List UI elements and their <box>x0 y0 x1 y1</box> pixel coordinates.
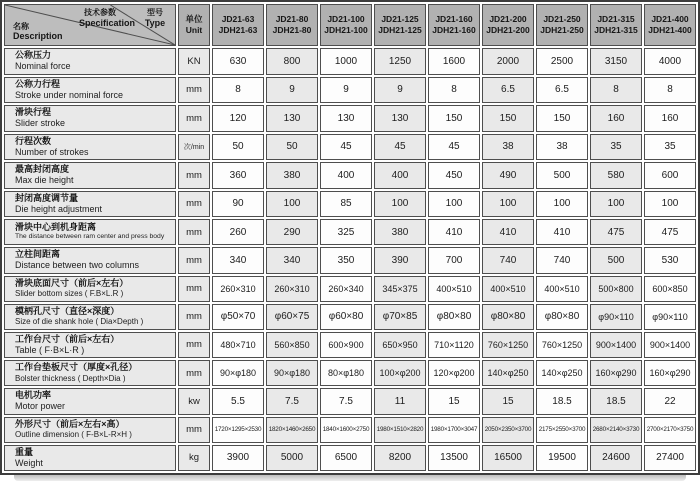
value-cell: 45 <box>320 134 372 161</box>
value-cell: 150 <box>428 105 480 132</box>
spec-row <box>4 191 696 218</box>
corner-spec-zh: 技术参数 <box>84 8 116 17</box>
header-unit-zh: 单位 <box>185 13 203 24</box>
value-cell: 90 <box>212 191 264 218</box>
value-cell: 35 <box>644 134 696 161</box>
value-cell: 630 <box>212 48 264 75</box>
value-cell: 2500 <box>536 48 588 75</box>
value-cell: 560×850 <box>266 332 318 359</box>
row-unit-cell: KN <box>178 48 210 75</box>
value-cell: 2175×2550×3700 <box>536 417 588 443</box>
value-cell: 90×φ180 <box>212 360 264 386</box>
value-cell: 160×φ290 <box>644 360 696 386</box>
value-cell: 9 <box>320 77 372 104</box>
spec-row <box>4 105 696 132</box>
value-cell: 160 <box>590 105 642 132</box>
value-cell: 3900 <box>212 445 264 472</box>
row-label-cell: 最高封闭高度 Max die height <box>4 162 176 189</box>
value-cell: 7.5 <box>320 388 372 415</box>
spec-row <box>4 247 696 274</box>
value-cell: 140×φ250 <box>482 360 534 386</box>
value-cell: 50 <box>212 134 264 161</box>
value-cell: 6.5 <box>482 77 534 104</box>
value-cell: 260×310 <box>266 276 318 302</box>
value-cell: 11 <box>374 388 426 415</box>
value-cell: 1600 <box>428 48 480 75</box>
value-cell: 580 <box>590 162 642 189</box>
row-label-cell: 外形尺寸（前后×左右×高） Outline dimension ( F-B×L-R×H ) <box>4 417 176 443</box>
spec-row <box>4 48 696 75</box>
value-cell: 400×510 <box>536 276 588 302</box>
value-cell: 2050×2350×3700 <box>482 417 534 443</box>
value-cell: 13500 <box>428 445 480 472</box>
value-cell: 530 <box>644 247 696 274</box>
value-cell: 500×800 <box>590 276 642 302</box>
value-cell: 9 <box>374 77 426 104</box>
value-cell: 22 <box>644 388 696 415</box>
row-label-cell: 工作台垫板尺寸（厚度×孔径） Bolster thickness ( Depth×Dia ) <box>4 360 176 386</box>
value-cell: 9 <box>266 77 318 104</box>
row-label-cell: 模柄孔尺寸（直径×深度） Size of die shank hole ( Dia×Depth ) <box>4 304 176 330</box>
value-cell: 900×1400 <box>644 332 696 359</box>
value-cell: 90×φ180 <box>266 360 318 386</box>
value-cell: 100×φ200 <box>374 360 426 386</box>
value-cell: 740 <box>536 247 588 274</box>
value-cell: 400 <box>374 162 426 189</box>
value-cell: 120×φ200 <box>428 360 480 386</box>
value-cell: 360 <box>212 162 264 189</box>
value-cell: 410 <box>536 219 588 245</box>
value-cell: 100 <box>644 191 696 218</box>
spec-row <box>4 417 696 443</box>
corner-type-zh: 型号 <box>147 8 163 17</box>
value-cell: φ80×80 <box>536 304 588 330</box>
header-model-jd21-80: JD21-80 JDH21-80 <box>266 4 318 46</box>
spec-row <box>4 332 696 359</box>
spec-row <box>4 304 696 330</box>
value-cell: 38 <box>536 134 588 161</box>
value-cell: φ50×70 <box>212 304 264 330</box>
spec-row <box>4 388 696 415</box>
value-cell: 400×510 <box>428 276 480 302</box>
value-cell: 80×φ180 <box>320 360 372 386</box>
row-label-cell: 滑块底面尺寸（前后×左右） Slider bottom sizes ( F.B×L.R ) <box>4 276 176 302</box>
row-unit-cell: 次/min <box>178 134 210 161</box>
value-cell: 1980×1510×2820 <box>374 417 426 443</box>
spec-row <box>4 360 696 386</box>
row-label-cell: 行程次数 Number of strokes <box>4 134 176 161</box>
header-model-jd21-250: JD21-250 JDH21-250 <box>536 4 588 46</box>
value-cell: φ90×110 <box>644 304 696 330</box>
value-cell: φ60×80 <box>320 304 372 330</box>
value-cell: 2700×2170×3750 <box>644 417 696 443</box>
value-cell: 760×1250 <box>482 332 534 359</box>
corner-name-en: Description <box>13 31 63 42</box>
header-corner-cell <box>4 4 176 46</box>
value-cell: 24600 <box>590 445 642 472</box>
value-cell: 340 <box>266 247 318 274</box>
value-cell: 800 <box>266 48 318 75</box>
spec-row <box>4 134 696 161</box>
corner-type-en: Type <box>144 17 166 28</box>
value-cell: 50 <box>266 134 318 161</box>
spec-row <box>4 276 696 302</box>
header-model-jd21-125: JD21-125 JDH21-125 <box>374 4 426 46</box>
value-cell: 380 <box>374 219 426 245</box>
value-cell: 1820×1460×2650 <box>266 417 318 443</box>
value-cell: 260×310 <box>212 276 264 302</box>
row-unit-cell: mm <box>178 247 210 274</box>
header-model-jd21-63: JD21-63 JDH21-63 <box>212 4 264 46</box>
corner-type-label <box>131 8 176 28</box>
value-cell: 2000 <box>482 48 534 75</box>
value-cell: 700 <box>428 247 480 274</box>
row-unit-cell: mm <box>178 360 210 386</box>
value-cell: φ90×110 <box>590 304 642 330</box>
row-label-cell: 滑块中心到机身距离 The distance between ram center and press body <box>4 219 176 245</box>
value-cell: 390 <box>374 247 426 274</box>
value-cell: 345×375 <box>374 276 426 302</box>
value-cell: 475 <box>644 219 696 245</box>
value-cell: 130 <box>266 105 318 132</box>
spec-row <box>4 219 696 245</box>
page-bottom-shadow <box>14 475 686 481</box>
value-cell: 480×710 <box>212 332 264 359</box>
value-cell: 6500 <box>320 445 372 472</box>
row-unit-cell: kg <box>178 445 210 472</box>
spec-row <box>4 445 696 472</box>
row-unit-cell: mm <box>178 417 210 443</box>
value-cell: 710×1120 <box>428 332 480 359</box>
row-label-cell: 立柱间距离 Distance between two columns <box>4 247 176 274</box>
value-cell: 650×950 <box>374 332 426 359</box>
spec-row <box>4 162 696 189</box>
header-model-jd21-400: JD21-400 JDH21-400 <box>644 4 696 46</box>
value-cell: 500 <box>590 247 642 274</box>
value-cell: 475 <box>590 219 642 245</box>
value-cell: 600 <box>644 162 696 189</box>
value-cell: 8 <box>212 77 264 104</box>
value-cell: 380 <box>266 162 318 189</box>
row-unit-cell: mm <box>178 304 210 330</box>
row-unit-cell: kw <box>178 388 210 415</box>
value-cell: 100 <box>374 191 426 218</box>
header-model-jd21-315: JD21-315 JDH21-315 <box>590 4 642 46</box>
row-label-cell: 重量 Weight <box>4 445 176 472</box>
row-unit-cell: mm <box>178 332 210 359</box>
value-cell: 100 <box>536 191 588 218</box>
value-cell: 900×1400 <box>590 332 642 359</box>
value-cell: 27400 <box>644 445 696 472</box>
value-cell: 7.5 <box>266 388 318 415</box>
value-cell: φ80×80 <box>482 304 534 330</box>
corner-spec-en: Specification <box>78 17 135 28</box>
value-cell: 8200 <box>374 445 426 472</box>
value-cell: 490 <box>482 162 534 189</box>
value-cell: 1250 <box>374 48 426 75</box>
value-cell: 8 <box>428 77 480 104</box>
value-cell: 38 <box>482 134 534 161</box>
value-cell: 18.5 <box>590 388 642 415</box>
value-cell: 400 <box>320 162 372 189</box>
row-label-cell: 滑块行程 Slider stroke <box>4 105 176 132</box>
value-cell: 8 <box>644 77 696 104</box>
value-cell: 1000 <box>320 48 372 75</box>
corner-description-label <box>13 22 63 42</box>
value-cell: 260×340 <box>320 276 372 302</box>
value-cell: 1840×1600×2750 <box>320 417 372 443</box>
value-cell: 35 <box>590 134 642 161</box>
value-cell: 6.5 <box>536 77 588 104</box>
value-cell: 45 <box>374 134 426 161</box>
value-cell: 85 <box>320 191 372 218</box>
row-label-cell: 封闭高度调节量 Die height adjustment <box>4 191 176 218</box>
value-cell: 1980×1700×3047 <box>428 417 480 443</box>
value-cell: 410 <box>428 219 480 245</box>
value-cell: 400×510 <box>482 276 534 302</box>
value-cell: 150 <box>482 105 534 132</box>
row-unit-cell: mm <box>178 105 210 132</box>
value-cell: 140×φ250 <box>536 360 588 386</box>
row-label-cell: 公称力行程 Stroke under nominal force <box>4 77 176 104</box>
value-cell: 15 <box>482 388 534 415</box>
value-cell: 45 <box>428 134 480 161</box>
value-cell: 160×φ290 <box>590 360 642 386</box>
spec-row <box>4 77 696 104</box>
value-cell: φ60×75 <box>266 304 318 330</box>
value-cell: 410 <box>482 219 534 245</box>
value-cell: 160 <box>644 105 696 132</box>
header-unit-en: Unit <box>185 25 203 35</box>
value-cell: 100 <box>590 191 642 218</box>
value-cell: 2680×2140×3730 <box>590 417 642 443</box>
value-cell: 8 <box>590 77 642 104</box>
header-model-jd21-160: JD21-160 JDH21-160 <box>428 4 480 46</box>
value-cell: 5.5 <box>212 388 264 415</box>
value-cell: 19500 <box>536 445 588 472</box>
value-cell: 600×900 <box>320 332 372 359</box>
value-cell: 130 <box>374 105 426 132</box>
value-cell: 1720×1295×2530 <box>212 417 264 443</box>
value-cell: 350 <box>320 247 372 274</box>
row-unit-cell: mm <box>178 191 210 218</box>
value-cell: 290 <box>266 219 318 245</box>
row-unit-cell: mm <box>178 77 210 104</box>
row-label-cell: 工作台尺寸（前后×左右） Table ( F·B×L·R ) <box>4 332 176 359</box>
value-cell: 500 <box>536 162 588 189</box>
header-row <box>4 4 696 46</box>
row-label-cell: 公称压力 Nominal force <box>4 48 176 75</box>
value-cell: 3150 <box>590 48 642 75</box>
value-cell: 120 <box>212 105 264 132</box>
header-unit-cell <box>178 4 210 46</box>
row-label-cell: 电机功率 Motor power <box>4 388 176 415</box>
value-cell: 130 <box>320 105 372 132</box>
row-unit-cell: mm <box>178 219 210 245</box>
row-unit-cell: mm <box>178 276 210 302</box>
value-cell: 18.5 <box>536 388 588 415</box>
value-cell: 100 <box>482 191 534 218</box>
value-cell: 100 <box>428 191 480 218</box>
value-cell: 15 <box>428 388 480 415</box>
value-cell: φ80×80 <box>428 304 480 330</box>
value-cell: 340 <box>212 247 264 274</box>
value-cell: 100 <box>266 191 318 218</box>
corner-name-zh: 名称 <box>13 21 29 31</box>
header-model-jd21-200: JD21-200 JDH21-200 <box>482 4 534 46</box>
value-cell: 740 <box>482 247 534 274</box>
header-model-jd21-100: JD21-100 JDH21-100 <box>320 4 372 46</box>
value-cell: 150 <box>536 105 588 132</box>
row-unit-cell: mm <box>178 162 210 189</box>
value-cell: 5000 <box>266 445 318 472</box>
value-cell: 450 <box>428 162 480 189</box>
value-cell: 325 <box>320 219 372 245</box>
value-cell: 4000 <box>644 48 696 75</box>
value-cell: φ70×85 <box>374 304 426 330</box>
value-cell: 16500 <box>482 445 534 472</box>
value-cell: 760×1250 <box>536 332 588 359</box>
value-cell: 260 <box>212 219 264 245</box>
value-cell: 600×850 <box>644 276 696 302</box>
